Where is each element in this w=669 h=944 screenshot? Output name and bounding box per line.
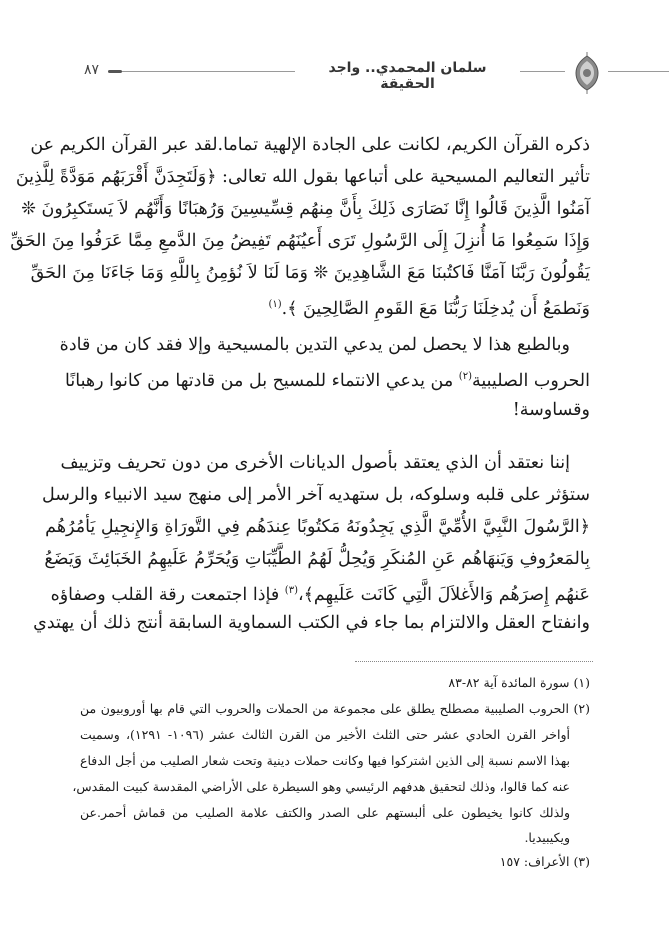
footnote-ref[interactable]: (٣) [284, 585, 298, 596]
body-line [50, 579, 590, 607]
body-line: ذكره القرآن الكريم، لكانت على الجادة الإلهية تماما.لقد عبر القرآن الكريم عن [30, 135, 590, 155]
footnote-2 [80, 700, 590, 718]
footnote-line: أواخر القرن الحادي عشر حتى الثلث الأخير من القرن الثالث عشر (١٠٩٦- ١٢٩١)، وسميت [80, 727, 570, 742]
footnote-text: الحروب الصليبية مصطلح يطلق على مجموعة من الحملات والحروب التي قام بها أوروبيون من [80, 701, 569, 716]
paragraph-start: وبالطبع هذا لا يحصل لمن يدعي التدين بالمسيحية وإلا فقد كان من قادة [59, 335, 570, 355]
footnote-separator [355, 661, 593, 662]
footnote-number: (٢) [573, 701, 590, 716]
body-line [60, 451, 590, 475]
header-rule-right [608, 71, 669, 72]
body-line: آمَنُوا الَّذِينَ قَالُوا إِنَّا نَصَارَى ذَلِكَ بِأَنَّ مِنهُم قِسِّيسِينَ وَرُهبَانًا وَأَنَّهُم لاَ يَستَكبِرُونَ ❊ [21, 199, 590, 219]
footnote-line: ويكيبيديا. [524, 830, 570, 845]
footnote-3 [80, 853, 590, 871]
footnote-number: (١) [573, 675, 590, 690]
page-number: ٨٧ [84, 62, 100, 78]
body-line: يَقُولُونَ رَبَّنَا آمَنَّا فَاكتُبنَا مَعَ الشَّاهِدِينَ ❊ وَمَا لَنَا لاَ نُؤمِنُ بِاللَّهِ وَمَا جَاءَنَا مِنَ الحَقِّ [30, 263, 590, 283]
footnote-ref[interactable]: (٢) [458, 371, 472, 382]
body-line: ﴿الرَّسُولَ النَّبِيَّ الأُمِّيَّ الَّذِي يَجِدُونَهُ مَكتُوبًا عِندَهُم فِي التَّورَاةِ وَالإِنجِيلِ يَأمُرُهُم [45, 517, 590, 537]
running-title: سلمان المحمدي.. واجد الحقيقة [328, 60, 487, 92]
footnote-line: عنه كما قالوا، وذلك لتحقيق هدفهم الرئيسي وهو السيطرة على الأراضي المقدسة كبيت المقدس، [72, 779, 570, 794]
quran-quote: وَنَطمَعُ أَن يُدخِلَنَا رَبُّنَا مَعَ القَومِ الصَّالِحِينَ ﴾. [281, 298, 590, 319]
body-line: بِالمَعرُوفِ وَيَنهَاهُم عَنِ المُنكَرِ وَيُحِلُّ لَهُمُ الطَّيِّبَاتِ وَيُحَرِّمُ عَلَيهِمُ الخَبَائِثَ وَيَضَعُ [44, 549, 590, 569]
footnote-line: ولذلك كانوا يخيطون على ألبستهم على الصدر والكتف علامة الصليب من قماش أحمر.عن [80, 805, 570, 820]
footnote-line: بهذا الاسم نسبة إلى الذين اشتركوا فيها وكانت حملات دينية وتحت شعار الصليب من أجل الدفاع [80, 753, 570, 768]
body-line: وقساوسة! [512, 400, 590, 420]
text-span: فإذا اجتمعت رقة القلب وصفاؤه [50, 584, 280, 605]
text-span: من يدعي الانتماء للمسيح بل من قادتها من كانوا رهبانًا [65, 370, 454, 391]
header-rule-left [120, 71, 295, 72]
footnote-ref[interactable]: (١) [268, 299, 282, 310]
footnote-number: (٣) [573, 854, 590, 869]
body-line [59, 333, 590, 357]
body-line: تأثير التعاليم المسيحية على أتباعها بقول الله تعالى: ﴿وَلَتَجِدَنَّ أَقْرَبَهُم مَوَدَّةً لِلَّذِينَ [15, 167, 590, 187]
header-rule-middle [520, 71, 565, 72]
footnote-text: الأعراف: ١٥٧ [499, 854, 570, 869]
footnote-1 [80, 674, 590, 692]
body-line: وانفتاح العقل والالتزام بما جاء في الكتب السماوية السابقة أنتج ذلك أن يهتدي [33, 613, 590, 633]
quran-quote: عَنهُم إِصرَهُم وَالأَغلاَلَ الَّتِي كَانَت عَلَيهِم﴾، [297, 584, 590, 605]
text-span: الحروب الصليبية [471, 370, 590, 391]
body-line [65, 365, 590, 393]
body-line [80, 293, 590, 321]
page-number-dash [108, 70, 122, 73]
paragraph-start: إننا نعتقد أن الذي يعتقد بأصول الديانات الأخرى من دون تحريف وتزييف [60, 453, 570, 473]
body-line: ستؤثر على قلبه وسلوكه، بل ستهديه آخر الأمر إلى منهج سيد الانبياء والرسل [42, 485, 590, 505]
footnote-text: سورة المائدة آية ٨٢-٨٣ [448, 675, 570, 690]
arabesque-ornament-icon [572, 52, 602, 94]
body-line: وَإِذَا سَمِعُوا مَا أُنزِلَ إِلَى الرَّسُولِ تَرَى أَعيُنَهُم تَفِيضُ مِنَ الدَّمعِ مِمَّا عَرَفُوا مِنَ الحَقِّ [10, 231, 590, 251]
